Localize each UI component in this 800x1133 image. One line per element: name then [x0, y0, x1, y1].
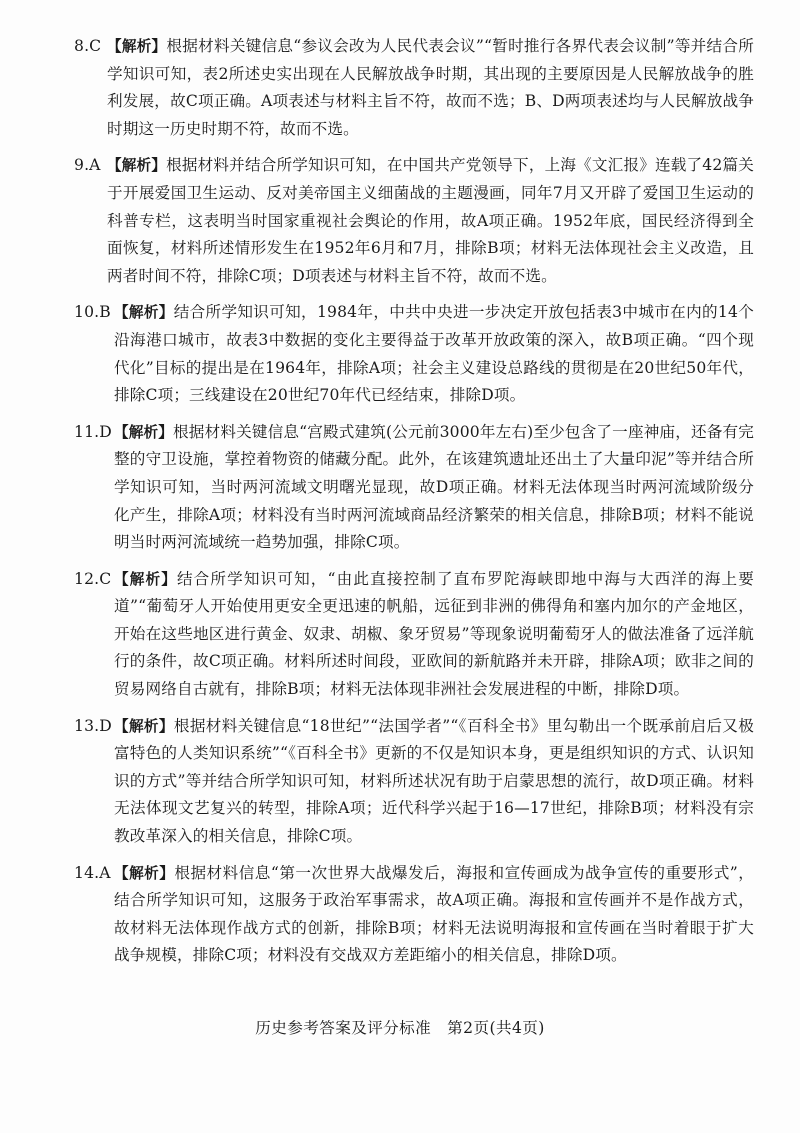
answer-explanation: 结合所学知识可知，“由此直接控制了直布罗陀海峡即地中海与大西洋的海上要道”“葡萄牙人开始使用更安全更迅速的帆船，远征到非洲的佛得角和塞内加尔的产金地区，开始在这些地区进行黄金、奴隶、胡椒、象牙贸易”等现象说明葡萄牙人的做法准备了远洋航行的条件，故C项正确。材料所述时间段，亚欧间的新航路并未开辟，排除A项；欧非之间的贸易网络自古就有，排除B项；材料无法体现非洲社会发展进程的中断，排除D项。: [114, 569, 754, 699]
answer-item-9: [74, 152, 754, 290]
analysis-tag: 【解析】: [107, 157, 167, 175]
answer-number: 14.A: [74, 863, 111, 882]
answer-item-14: [74, 860, 754, 970]
answer-number: 9.A: [74, 156, 101, 175]
answer-number: 8.C: [74, 37, 102, 55]
answer-item-11: [74, 419, 754, 557]
answer-number: 13.D: [74, 716, 112, 735]
answer-item-8: [74, 33, 754, 143]
answer-explanation: 根据材料关键信息“18世纪”“法国学者”“《百科全书》里勾勒出一个既承前启后又极富特色的人类知识系统”“《百科全书》更新的不仅是知识本身，更是组织知识的方式、认识知识的方式”等并结合所学知识可知，材料所述状况有助于启蒙思想的流行，故D项正确。材料无法体现文艺复兴的转型，排除A项；近代科学兴起于16—17世纪，排除B项；材料没有宗教改革深入的相关信息，排除C项。: [114, 716, 754, 846]
analysis-tag: 【解析】: [114, 423, 174, 441]
answer-number: 10.B: [74, 303, 111, 322]
analysis-tag: 【解析】: [114, 570, 177, 588]
page-footer: 历史参考答案及评分标准 第2页(共4页): [255, 1019, 545, 1037]
answer-explanation: 结合所学知识可知，1984年，中共中央进一步决定开放包括表3中城市在内的14个沿海港口城市，故表3中数据的变化主要得益于改革开放政策的深入，故B项正确。“四个现代化”目标的提出是在1964年，排除A项；社会主义建设总路线的贯彻是在20世纪50年代，排除C项；三线建设在20世纪70年代已经结束，排除D项。: [114, 303, 754, 405]
answer-number: 11.D: [74, 422, 112, 441]
analysis-tag: 【解析】: [114, 304, 174, 322]
analysis-tag: 【解析】: [114, 717, 174, 735]
answer-explanation: 根据材料关键信息“参议会改为人民代表会议”“暂时推行各界代表会议制”等并结合所学知识可知，表2所述史实出现在人民解放战争时期，其出现的主要原因是人民解放战争的胜利发展，故C项正确。A项表述与材料主旨不符，故而不选；B、D两项表述均与人民解放战争时期这一历史时期不符，故而不选。: [107, 37, 754, 138]
answer-explanation: 根据材料并结合所学知识可知，在中国共产党领导下，上海《文汇报》连载了42篇关于开展爱国卫生运动、反对美帝国主义细菌战的主题漫画，同年7月又开辟了爱国卫生运动的科普专栏，这表明当时国家重视社会舆论的作用，故A项正确。1952年底，国民经济得到全面恢复，材料所述情形发生在1952年6月和7月，排除B项；材料无法体现社会主义改造，且两者时间不符，排除C项；D项表述与材料主旨不符，故而不选。: [107, 156, 754, 285]
answer-list: [74, 33, 754, 979]
answer-item-10: [74, 299, 754, 409]
analysis-tag: 【解析】: [114, 864, 175, 882]
analysis-tag: 【解析】: [107, 38, 167, 55]
answer-explanation: 根据材料信息“第一次世界大战爆发后，海报和宣传画成为战争宣传的重要形式”，结合所学知识可知，这服务于政治军事需求，故A项正确。海报和宣传画并不是作战方式，故材料无法体现作战方式的创新，排除B项；材料无法说明海报和宣传画在当时着眼于扩大战争规模，排除C项；材料没有交战双方差距缩小的相关信息，排除D项。: [114, 863, 754, 965]
answer-explanation: 根据材料关键信息“宫殿式建筑(公元前3000年左右)至少包含了一座神庙，还备有完整的守卫设施，掌控着物资的储藏分配。此外，在该建筑遗址还出土了大量印泥”等并结合所学知识可知，当时两河流域文明曙光显现，故D项正确。材料无法体现当时两河流域阶级分化产生，排除A项；材料没有当时两河流域商品经济繁荣的相关信息，排除B项；材料不能说明当时两河流域统一趋势加强，排除C项。: [114, 422, 754, 552]
answer-item-13: [74, 713, 754, 851]
answer-number: 12.C: [74, 569, 112, 588]
answer-item-12: [74, 566, 754, 704]
